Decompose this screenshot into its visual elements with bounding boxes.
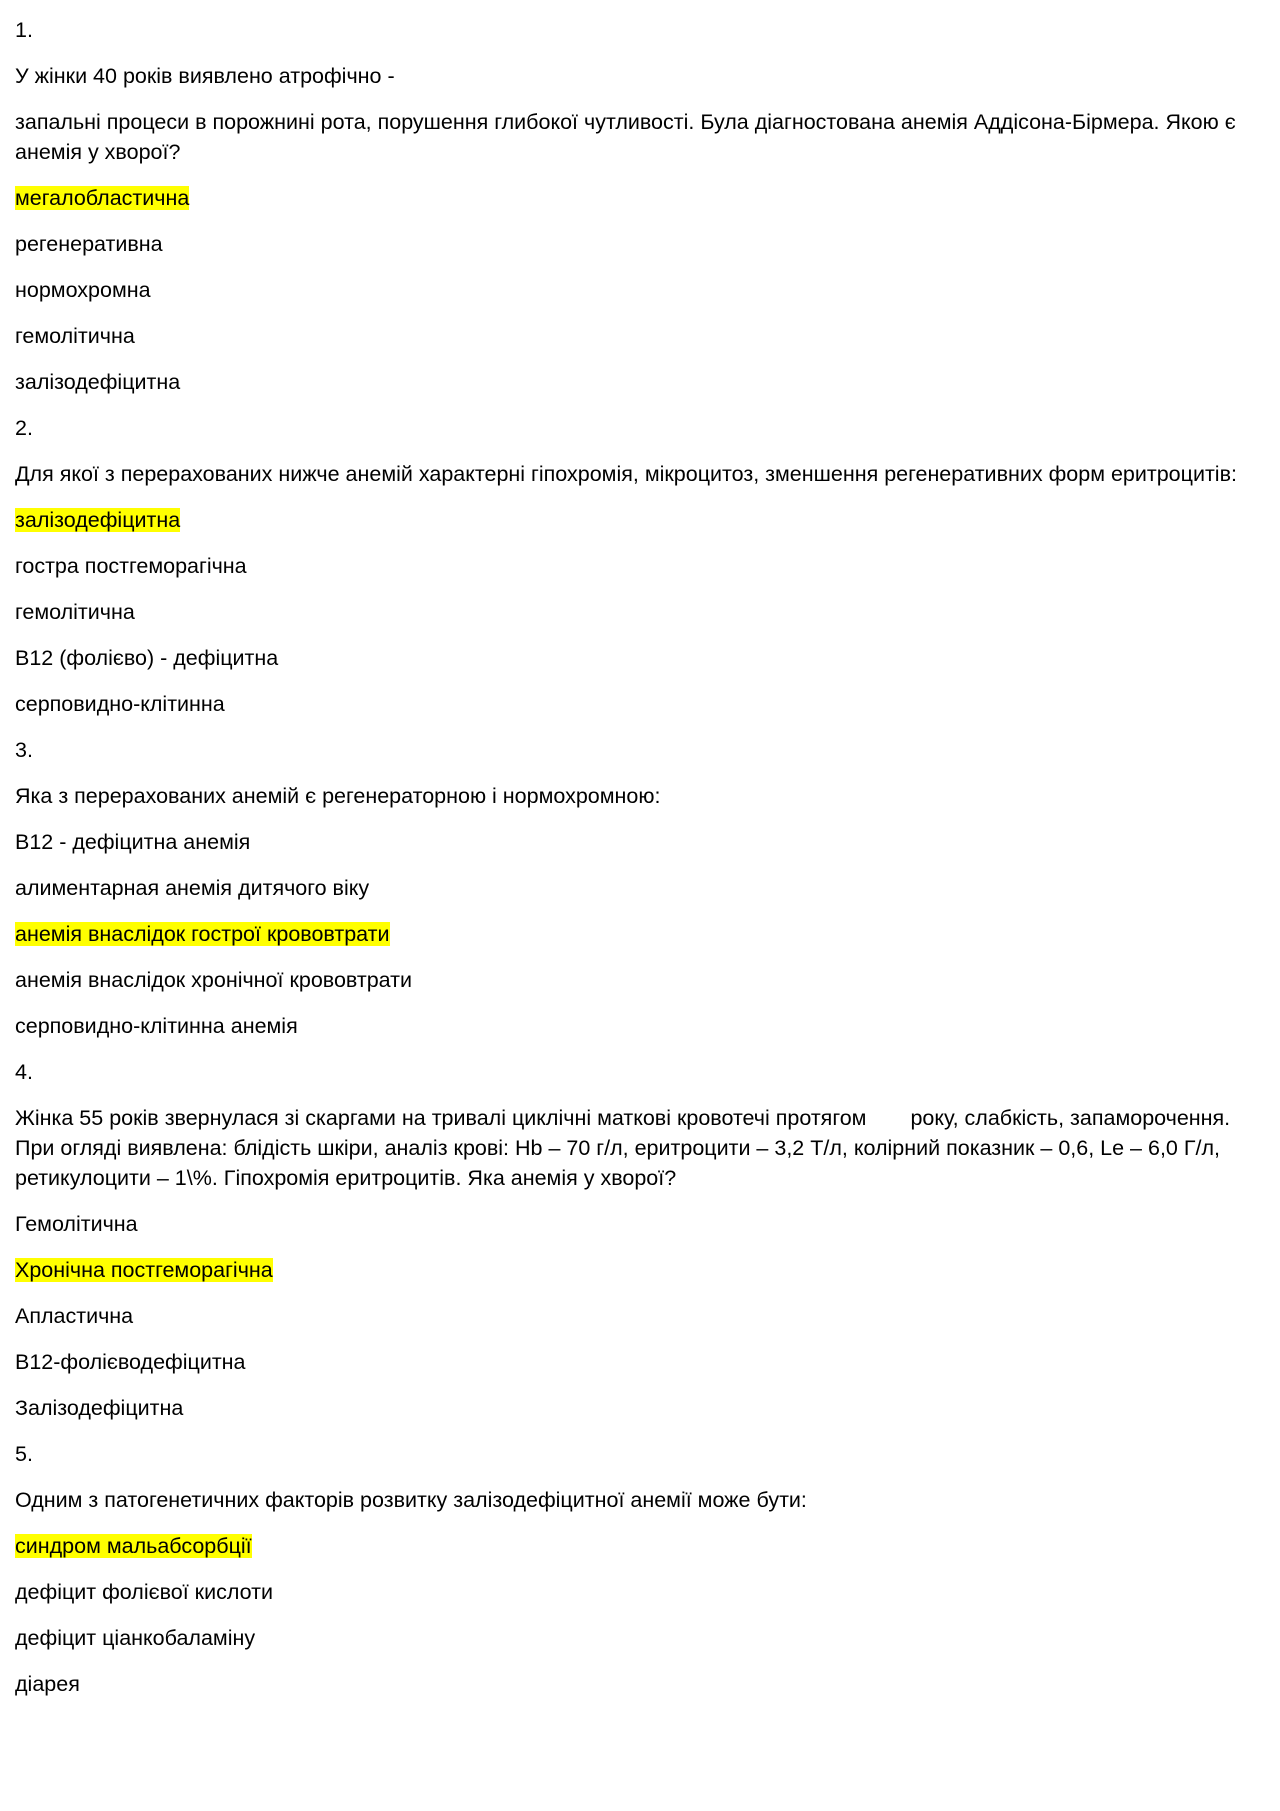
question-text: Яка з перерахованих анемій є регенераторною і нормохромною: [15, 784, 661, 808]
question-4 [15, 1057, 1255, 1423]
question-2 [15, 413, 1255, 719]
document-page [15, 15, 1255, 1715]
question-text-rest: року, слабкість, запаморочення. При огляді виявлена: блідість шкіри, аналіз крові: Hb – 70 г/л, еритроцити – 3,2 Т/л, колірний показник – 0,6, Le – 6,0 Г/л, ретикулоцити – 1\%. Гіпохромія еритроцитів. Яка анемія у хворої? [15, 1106, 1231, 1190]
question-1 [15, 15, 1255, 397]
answer-option: Апластична [15, 1304, 134, 1328]
answer-option: В12 - дефіцитна анемія [15, 830, 251, 854]
question-text: Для якої з перерахованих нижче анемій характерні гіпохромія, мікроцитоз, зменшення регенеративних форм еритроцитів: [15, 462, 1237, 486]
question-3 [15, 735, 1255, 1041]
question-text-lead: Жінка 55 років звернулася зі скаргами на тривалі циклічні маткові кровотечі протягом [15, 1106, 867, 1130]
answer-option: залізодефіцитна [15, 370, 181, 394]
answer-option: гемолітична [15, 600, 135, 624]
answer-option [15, 505, 1255, 535]
question-number: 2. [15, 416, 33, 440]
answer-option: дефіцит фолієвої кислоти [15, 1580, 273, 1604]
answer-option: Залізодефіцитна [15, 1396, 184, 1420]
answer-option [15, 919, 1255, 949]
answer-option: гостра постгеморагічна [15, 554, 247, 578]
answer-option: серповидно-клітинна анемія [15, 1014, 298, 1038]
answer-option: діарея [15, 1672, 80, 1696]
answer-option: регенеративна [15, 232, 163, 256]
question-text [15, 1103, 1255, 1193]
correct-answer-highlight: анемія внаслідок гострої крововтрати [15, 922, 390, 946]
question-5 [15, 1439, 1255, 1699]
correct-answer-highlight: синдром мальабсорбції [15, 1534, 252, 1558]
question-text: У жінки 40 років виявлено атрофічно - [15, 64, 395, 88]
question-text: Одним з патогенетичних факторів розвитку залізодефіцитної анемії може бути: [15, 1488, 807, 1512]
answer-option: нормохромна [15, 278, 151, 302]
answer-option [15, 1531, 1255, 1561]
answer-option: В12-фолієводефіцитна [15, 1350, 246, 1374]
question-number: 1. [15, 18, 33, 42]
correct-answer-highlight: Хронічна постгеморагічна [15, 1258, 273, 1282]
correct-answer-highlight: мегалобластична [15, 186, 190, 210]
answer-option: Гемолітична [15, 1212, 138, 1236]
answer-option: анемія внаслідок хронічної крововтрати [15, 968, 413, 992]
question-number: 4. [15, 1060, 33, 1084]
question-text: запальні процеси в порожнині рота, порушення глибокої чутливості. Була діагностована анемія Аддісона-Бірмера. Якою є анемія у хворої? [15, 110, 1236, 164]
answer-option: гемолітична [15, 324, 135, 348]
answer-option: серповидно-клітинна [15, 692, 225, 716]
question-number: 3. [15, 738, 33, 762]
answer-option [15, 183, 1255, 213]
correct-answer-highlight: залізодефіцитна [15, 508, 181, 532]
answer-option: алиментарная анемія дитячого віку [15, 876, 370, 900]
question-number: 5. [15, 1442, 33, 1466]
answer-option [15, 1255, 1255, 1285]
answer-option: В12 (фолієво) - дефіцитна [15, 646, 279, 670]
answer-option: дефіцит ціанкобаламіну [15, 1626, 256, 1650]
